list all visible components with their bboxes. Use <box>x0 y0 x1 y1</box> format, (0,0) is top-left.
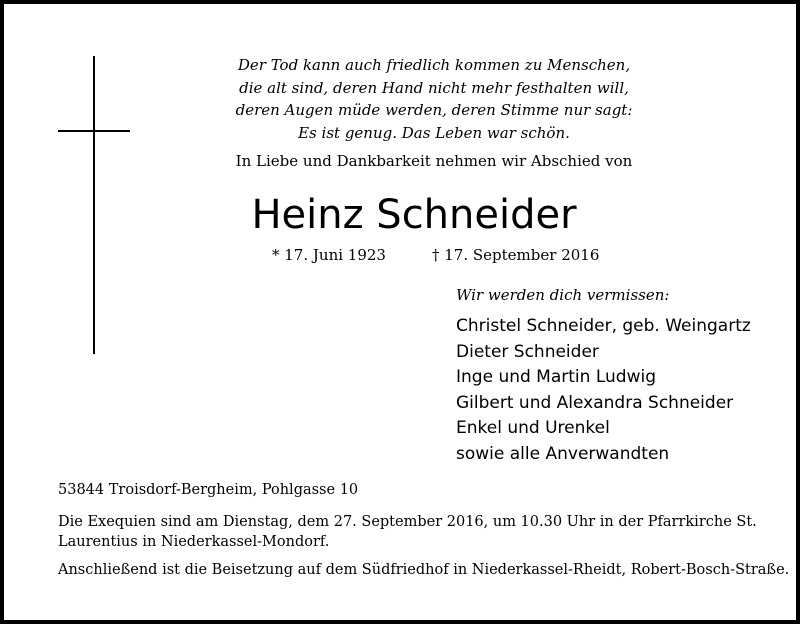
exequien-text: Die Exequien sind am Dienstag, dem 27. September 2016, um 10.30 Uhr in der Pfarrkirche St. <box>58 514 757 530</box>
deceased-name: Heinz Schneider <box>251 192 577 238</box>
death-date: † 17. September 2016 <box>432 246 600 264</box>
mourner: Christel Schneider, geb. Weingartz <box>456 316 751 336</box>
exequien-text-continued: Laurentius in Niederkassel-Mondorf. <box>58 534 330 550</box>
mourner: Dieter Schneider <box>456 341 599 362</box>
mourners-list <box>456 314 751 467</box>
poem-line: Es ist genug. Das Leben war schön. <box>298 123 570 142</box>
address: 53844 Troisdorf-Bergheim, Pohlgasse 10 <box>58 482 359 498</box>
intro-text: In Liebe und Dankbarkeit nehmen wir Abschied von <box>235 152 633 170</box>
mourner: Inge und Martin Ludwig <box>456 367 656 387</box>
mourner: sowie alle Anverwandten <box>456 443 670 464</box>
poem-line: die alt sind, deren Hand nicht mehr festhalten will, <box>239 78 629 97</box>
burial-text: Anschließend ist die Beisetzung auf dem Südfriedhof in Niederkassel-Rheidt, Robert-Bosch-Straße. <box>58 562 790 578</box>
poem-line: Der Tod kann auch friedlich kommen zu Menschen, <box>237 56 631 74</box>
mourner: Enkel und Urenkel <box>456 418 610 438</box>
mourners-heading: Wir werden dich vermissen: <box>456 286 670 304</box>
poem <box>179 54 689 144</box>
birth-date: * 17. Juni 1923 <box>272 246 386 264</box>
mourner: Gilbert und Alexandra Schneider <box>456 392 734 413</box>
cross-icon-bar <box>58 130 130 132</box>
poem-line: deren Augen müde werden, deren Stimme nur sagt: <box>235 101 633 119</box>
cross-icon <box>93 56 95 354</box>
